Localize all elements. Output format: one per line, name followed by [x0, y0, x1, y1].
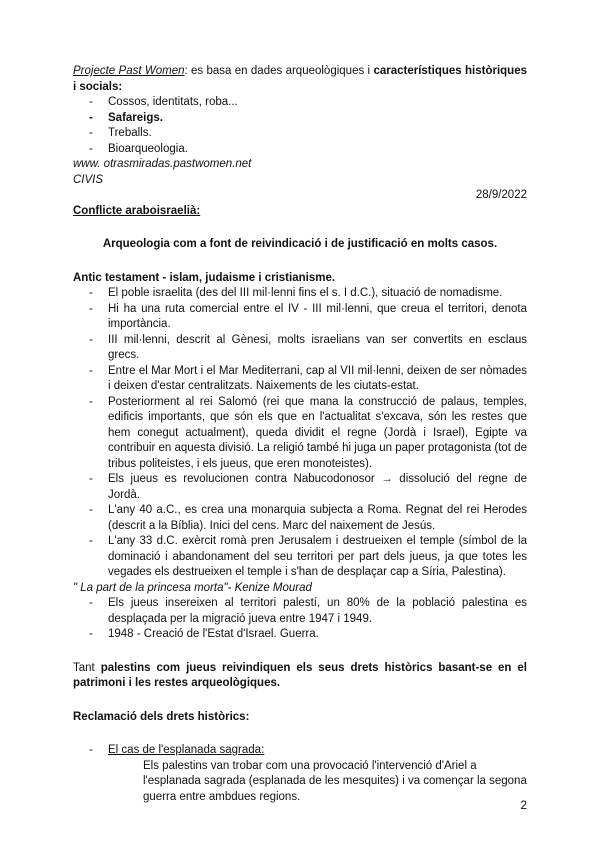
list-item: - Cossos, identitats, roba...: [73, 95, 527, 111]
list-item: - El poble israelita (des del III mil·lenni fins el s. I d.C.), situació de nomadisme.: [73, 286, 527, 302]
esplanada-text: Els palestins van trobar com una provocació l'intervenció d'Ariel a l'esplanada sagrada (esplanada de les mesquites) i va començar la segona guerra entre ambdues regions.: [143, 759, 527, 803]
esplanada-title: El cas de l'esplanada sagrada:: [108, 744, 265, 756]
list-item: - Posteriorment al rei Salomó (rei que mana la construcció de palaus, temples, edificis importants, que són els que en l'actualitat s'excava, són les restes que hem conegut actualment), queda dividit el regne (Jordà i Israel), Egipte va contribuir en aquesta divisió. La religió també hi juga un paper protagonista (tot de tribus politeistes, i els jueus, que eren monoteistes).: [73, 395, 527, 473]
list-item: - Els jueus insereixen al territori palestí, un 80% de la població palestina es desplaçada per la migració jueva entre 1947 i 1949.: [73, 596, 527, 627]
list-item: - 1948 - Creació de l'Estat d'Israel. Guerra.: [73, 627, 527, 643]
website-link[interactable]: www. otrasmiradas.pastwomen.net: [73, 158, 252, 170]
civis-label: CIVIS: [73, 173, 104, 186]
antic-list: [73, 286, 527, 581]
date: 28/9/2022: [475, 189, 527, 201]
book-quote: " La part de la princesa morta"- Kenize Mourad: [73, 581, 312, 594]
project-title: Projecte Past Women: [73, 65, 185, 77]
list-item: [73, 743, 527, 759]
list-item: - Hi ha una ruta comercial entre el IV - III mil·lenni, que creua el territori, denota importància.: [73, 302, 527, 333]
list-item: - L'any 33 d.C. exèrcit romà pren Jerusalem i destrueixen el temple (símbol de la dominació i abandonament del seu territori per part dels jueus, ja que totes les vegades els destrueixen el temple i s'han de desplaçar cap a Síria, Palestina).: [73, 534, 527, 581]
quote-list: [73, 596, 527, 643]
document-page: [73, 64, 527, 805]
list-item: - Safareigs.: [73, 111, 527, 127]
esplanada-list: [73, 743, 527, 759]
list-item: - Entre el Mar Mort i el Mar Mediterrani, cap al VII mil·lenni, deixen de ser nòmades i deixen d'estar centralitzats. Naixements de les ciutats-estat.: [73, 364, 527, 395]
claims-paragraph: Tant palestins com jueus reivindiquen els seus drets històrics basant-se en el patrimoni i les restes arqueològiques.: [73, 661, 527, 689]
list-item: - Bioarqueologia.: [73, 142, 527, 158]
reclamacio-heading: Reclamació dels drets històrics:: [73, 710, 250, 723]
antic-heading: Antic testament - islam, judaisme i cristianisme.: [73, 271, 336, 284]
list-item: - III mil·lenni, descrit al Gènesi, molts israelians van ser convertits en esclaus grecs.: [73, 333, 527, 364]
intro-text: : es basa en dades arqueològiques i: [184, 65, 374, 77]
list-item: - Treballs.: [73, 126, 527, 142]
list-item: - Els jueus es revolucionen contra Nabucodonosor → dissolució del regne de Jordà.: [73, 472, 527, 503]
subtitle: Arqueologia com a font de reivindicació i de justificació en molts casos.: [102, 238, 498, 250]
intro-list: [73, 95, 527, 157]
page-number: 2: [520, 798, 527, 812]
list-item: - L'any 40 a.C., es crea una monarquia subjecta a Roma. Regnat del rei Herodes (descrit a la Bíblia). Inici del cens. Marc del naixement de Jesús.: [73, 503, 527, 534]
intro-bold-text: característiques històriques i socials:: [73, 65, 527, 93]
intro-paragraph: [73, 64, 527, 95]
section-title: Conflicte araboisraelià:: [73, 204, 201, 217]
